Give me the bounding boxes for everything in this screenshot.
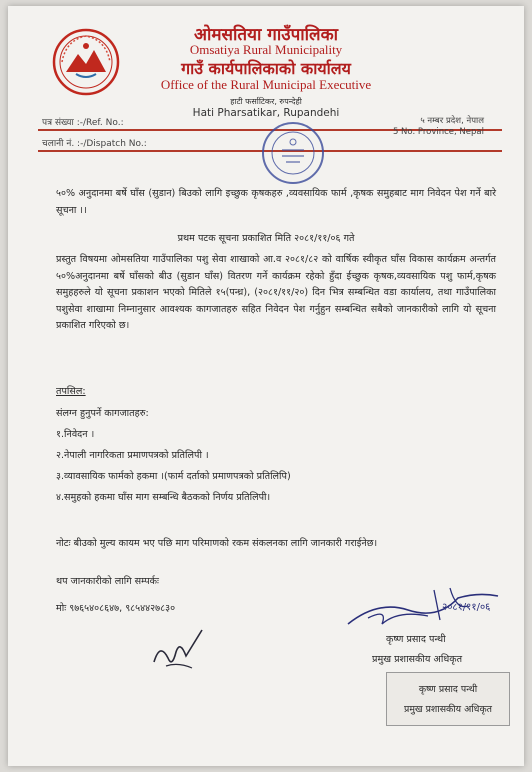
publication-date-line: प्रथम पटक सूचना प्रकाशित मिति २०८१/११/०६ गते — [177, 233, 355, 244]
municipality-name-nepali: ओमसतिया गाउँपालिका — [193, 25, 339, 45]
municipality-name-english: Omsatiya Rural Municipality — [189, 42, 343, 57]
officer-signature-icon — [338, 580, 508, 636]
notice-note: नोटः बीउको मुल्य कायम भए पछि माग परिमाणको रकम संकलनका लागि जानकारी गराईनेछ। — [56, 538, 378, 549]
stamp-officer-title: प्रमुख प्रशासकीय अधिकृत — [403, 704, 492, 715]
list-item: ३.व्यावसायिक फार्मको हकमा ।(फार्म दर्ताको प्रमाणपत्रको प्रतिलिपि) — [56, 471, 291, 482]
province-nepali: ५ नम्बर प्रदेश, नेपाल — [420, 116, 484, 126]
province-block — [393, 116, 484, 138]
reference-number: पत्र संख्या :-/Ref. No.: — [42, 118, 124, 128]
location-nepali: हाटी फर्साटिकर, रुपन्देही — [230, 97, 302, 106]
documents-intro: संलग्न हुनुपर्ने कागजातहरु: — [56, 408, 149, 419]
notice-subject: ५०% अनुदानमा बर्षे घाँस (सुडान) बिउको लागि इच्छुक कृषकहरु ,व्यवसायिक फार्म ,कृषक समुहबाट माग निवेदन पेश गर्ने बारे सूचना ।। — [56, 188, 496, 216]
officer-name-stamp — [386, 672, 510, 726]
handwritten-date: २०८१/११/०६ — [442, 602, 491, 613]
office-name-english: Office of the Rural Municipal Executive — [160, 77, 372, 92]
list-item: १.निवेदन । — [56, 429, 95, 440]
dispatch-number: चलानी नं. :-/Dispatch No.: — [42, 139, 147, 149]
office-seal-stamp-icon — [258, 118, 328, 188]
province-english: 5 No. Province, Nepal — [392, 127, 484, 137]
office-name-nepali: गाउँ कार्यपालिकाको कार्यालय — [181, 59, 351, 78]
contact-label: थप जानकारीको लागि सम्पर्कः — [56, 576, 159, 587]
contact-mobile-numbers: मोः ९७६५४०८६४७, ९८५४४२७८३० — [56, 603, 176, 614]
details-label: तपसिल: — [56, 386, 86, 397]
initials-signature-icon — [146, 622, 210, 678]
signatory-title: प्रमुख प्रशासकीय अधिकृत — [372, 654, 463, 665]
location-english: Hati Pharsatikar, Rupandehi — [192, 107, 340, 119]
stamp-officer-name: कृष्ण प्रसाद पन्थी — [418, 684, 478, 695]
notice-paragraph: प्रस्तुत विषयमा ओमसतिया गाउँपालिका पशु सेवा शाखाको आ.व २०८१/८२ को वार्षिक स्वीकृत घाँस विकास कार्यक्रम अन्तर्गत ५०%अनुदानमा बर्षे घाँसको बीउ (सुडान घाँस) वितरण गर्ने कार्यक्रम रहेको हुँदा ईच्छुक कृषक,व्यवसायिक पशु फार्म,कृषक समुहहरुले यो सूचना प्रकाशन भएको मितिले १५(पन्ध्र), (२०८१/११/२०) दिन भित्र सम्बन्धित वडा कार्यालय, तथा गाउँपालिका पशुसेवा शाखामा निम्नानुसार आवश्यक कागजातहरु सहित निवेदन पेश गर्नुहुन सम्बन्धित सबैको जानकारीको लागि यो सूचना प्रकाशित गरिएको छ। — [56, 254, 496, 331]
list-item: २.नेपाली नागरिकता प्रमाणपत्रको प्रतिलिपी । — [56, 450, 209, 461]
list-item: ४.समुहको हकमा घाँस माग सम्बन्धि बैठकको निर्णय प्रतिलिपी। — [56, 492, 271, 503]
signatory-name: कृष्ण प्रसाद पन्थी — [386, 634, 446, 645]
required-documents-list — [56, 403, 496, 508]
notice-page — [8, 6, 524, 766]
